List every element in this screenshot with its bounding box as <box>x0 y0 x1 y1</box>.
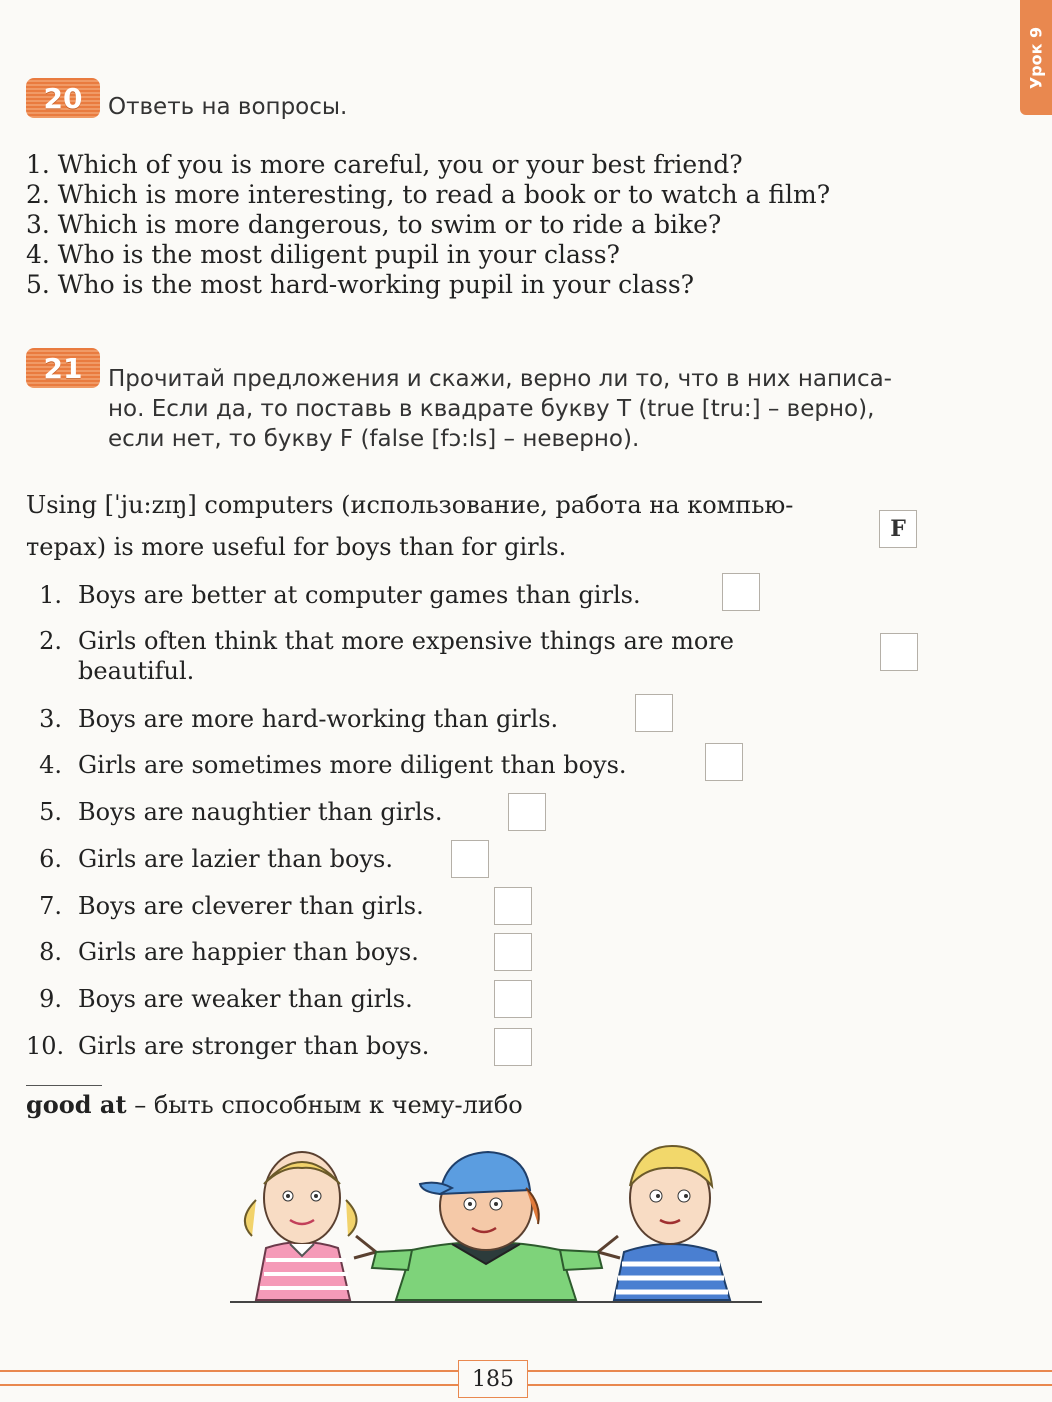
statement-text: Boys are naughtier than girls. <box>78 798 443 826</box>
statement-row <box>26 891 424 921</box>
page-number: 185 <box>458 1360 528 1398</box>
answer-box-9[interactable] <box>494 980 532 1018</box>
statement-text: Boys are weaker than girls. <box>78 985 413 1013</box>
statement-number: 7. <box>39 892 62 920</box>
statement-row <box>26 937 419 967</box>
answer-box-3[interactable] <box>635 694 673 732</box>
statement-text: Girls are happier than boys. <box>78 938 419 966</box>
statement-number: 8. <box>39 938 62 966</box>
answer-box-7[interactable] <box>494 887 532 925</box>
glossary-definition: – быть способным к чему-либо <box>126 1091 523 1119</box>
answer-box-6[interactable] <box>451 840 489 878</box>
exercise-21-badge: 21 <box>26 348 100 388</box>
statement-text: Girls are lazier than boys. <box>78 845 393 873</box>
statement-number: 3. <box>39 705 62 733</box>
statement-text: Boys are more hard-working than girls. <box>78 705 559 733</box>
statement-text: Boys are cleverer than girls. <box>78 892 424 920</box>
instruction-line: но. Если да, то поставь в квадрате букву T (true [tru:] – верно), <box>108 396 875 422</box>
exercise-20-instruction: Ответь на вопросы. <box>108 94 348 120</box>
lesson-side-tab <box>1020 0 1052 115</box>
example-answer-box: F <box>879 510 917 548</box>
instruction-line: если нет, то букву F (false [fɔ:ls] – неверно). <box>108 426 640 452</box>
statement-row <box>26 797 443 827</box>
footnote-divider <box>26 1085 102 1086</box>
answer-box-8[interactable] <box>494 933 532 971</box>
answer-box-1[interactable] <box>722 573 760 611</box>
statement-text: Boys are better at computer games than girls. <box>78 581 641 609</box>
question-item: 4. Who is the most diligent pupil in your class? <box>26 240 620 269</box>
girl-figure <box>245 1152 357 1300</box>
example-line: Using [ˈju:zɪŋ] computers (использование, работа на компью- <box>26 491 794 519</box>
statement-row <box>26 704 558 734</box>
statement-text: Girls are sometimes more diligent than boys. <box>78 751 627 779</box>
statement-number: 4. <box>39 751 62 779</box>
statement-row <box>26 984 413 1014</box>
example-line: терах) is more useful for boys than for girls. <box>26 533 567 561</box>
statement-number: 10. <box>26 1032 65 1060</box>
boy-cap-figure <box>354 1152 620 1300</box>
statement-number: 9. <box>39 985 62 1013</box>
statement-row <box>26 580 641 610</box>
statement-number: 5. <box>39 798 62 826</box>
statement-row <box>26 1031 429 1061</box>
question-item: 1. Which of you is more careful, you or your best friend? <box>26 150 743 179</box>
glossary-term: good at <box>26 1090 127 1119</box>
lesson-tab-label: Урок 9 <box>1026 26 1046 90</box>
statement-row <box>26 626 734 685</box>
statement-row <box>26 750 627 780</box>
exercise-20-questions <box>26 150 830 300</box>
glossary-entry <box>26 1090 523 1120</box>
statement-row <box>26 844 393 874</box>
statement-text-continued: beautiful. <box>78 657 195 685</box>
example-sentence <box>26 484 856 568</box>
statement-text: Girls often think that more expensive things are more <box>78 627 734 655</box>
exercise-20-badge: 20 <box>26 78 100 118</box>
answer-box-4[interactable] <box>705 743 743 781</box>
statement-number: 1. <box>39 581 62 609</box>
question-item: 2. Which is more interesting, to read a book or to watch a film? <box>26 180 831 209</box>
exercise-21-instruction <box>108 364 892 454</box>
boy-striped-figure <box>614 1146 730 1300</box>
statement-number: 2. <box>39 627 62 655</box>
children-illustration <box>226 1140 766 1308</box>
question-item: 3. Which is more dangerous, to swim or to ride a bike? <box>26 210 722 239</box>
answer-box-10[interactable] <box>494 1028 532 1066</box>
answer-box-5[interactable] <box>508 793 546 831</box>
answer-box-2[interactable] <box>880 633 918 671</box>
instruction-line: Прочитай предложения и скажи, верно ли то, что в них написа- <box>108 366 892 392</box>
question-item: 5. Who is the most hard-working pupil in your class? <box>26 270 695 299</box>
statement-number: 6. <box>39 845 62 873</box>
statement-text: Girls are stronger than boys. <box>78 1032 430 1060</box>
